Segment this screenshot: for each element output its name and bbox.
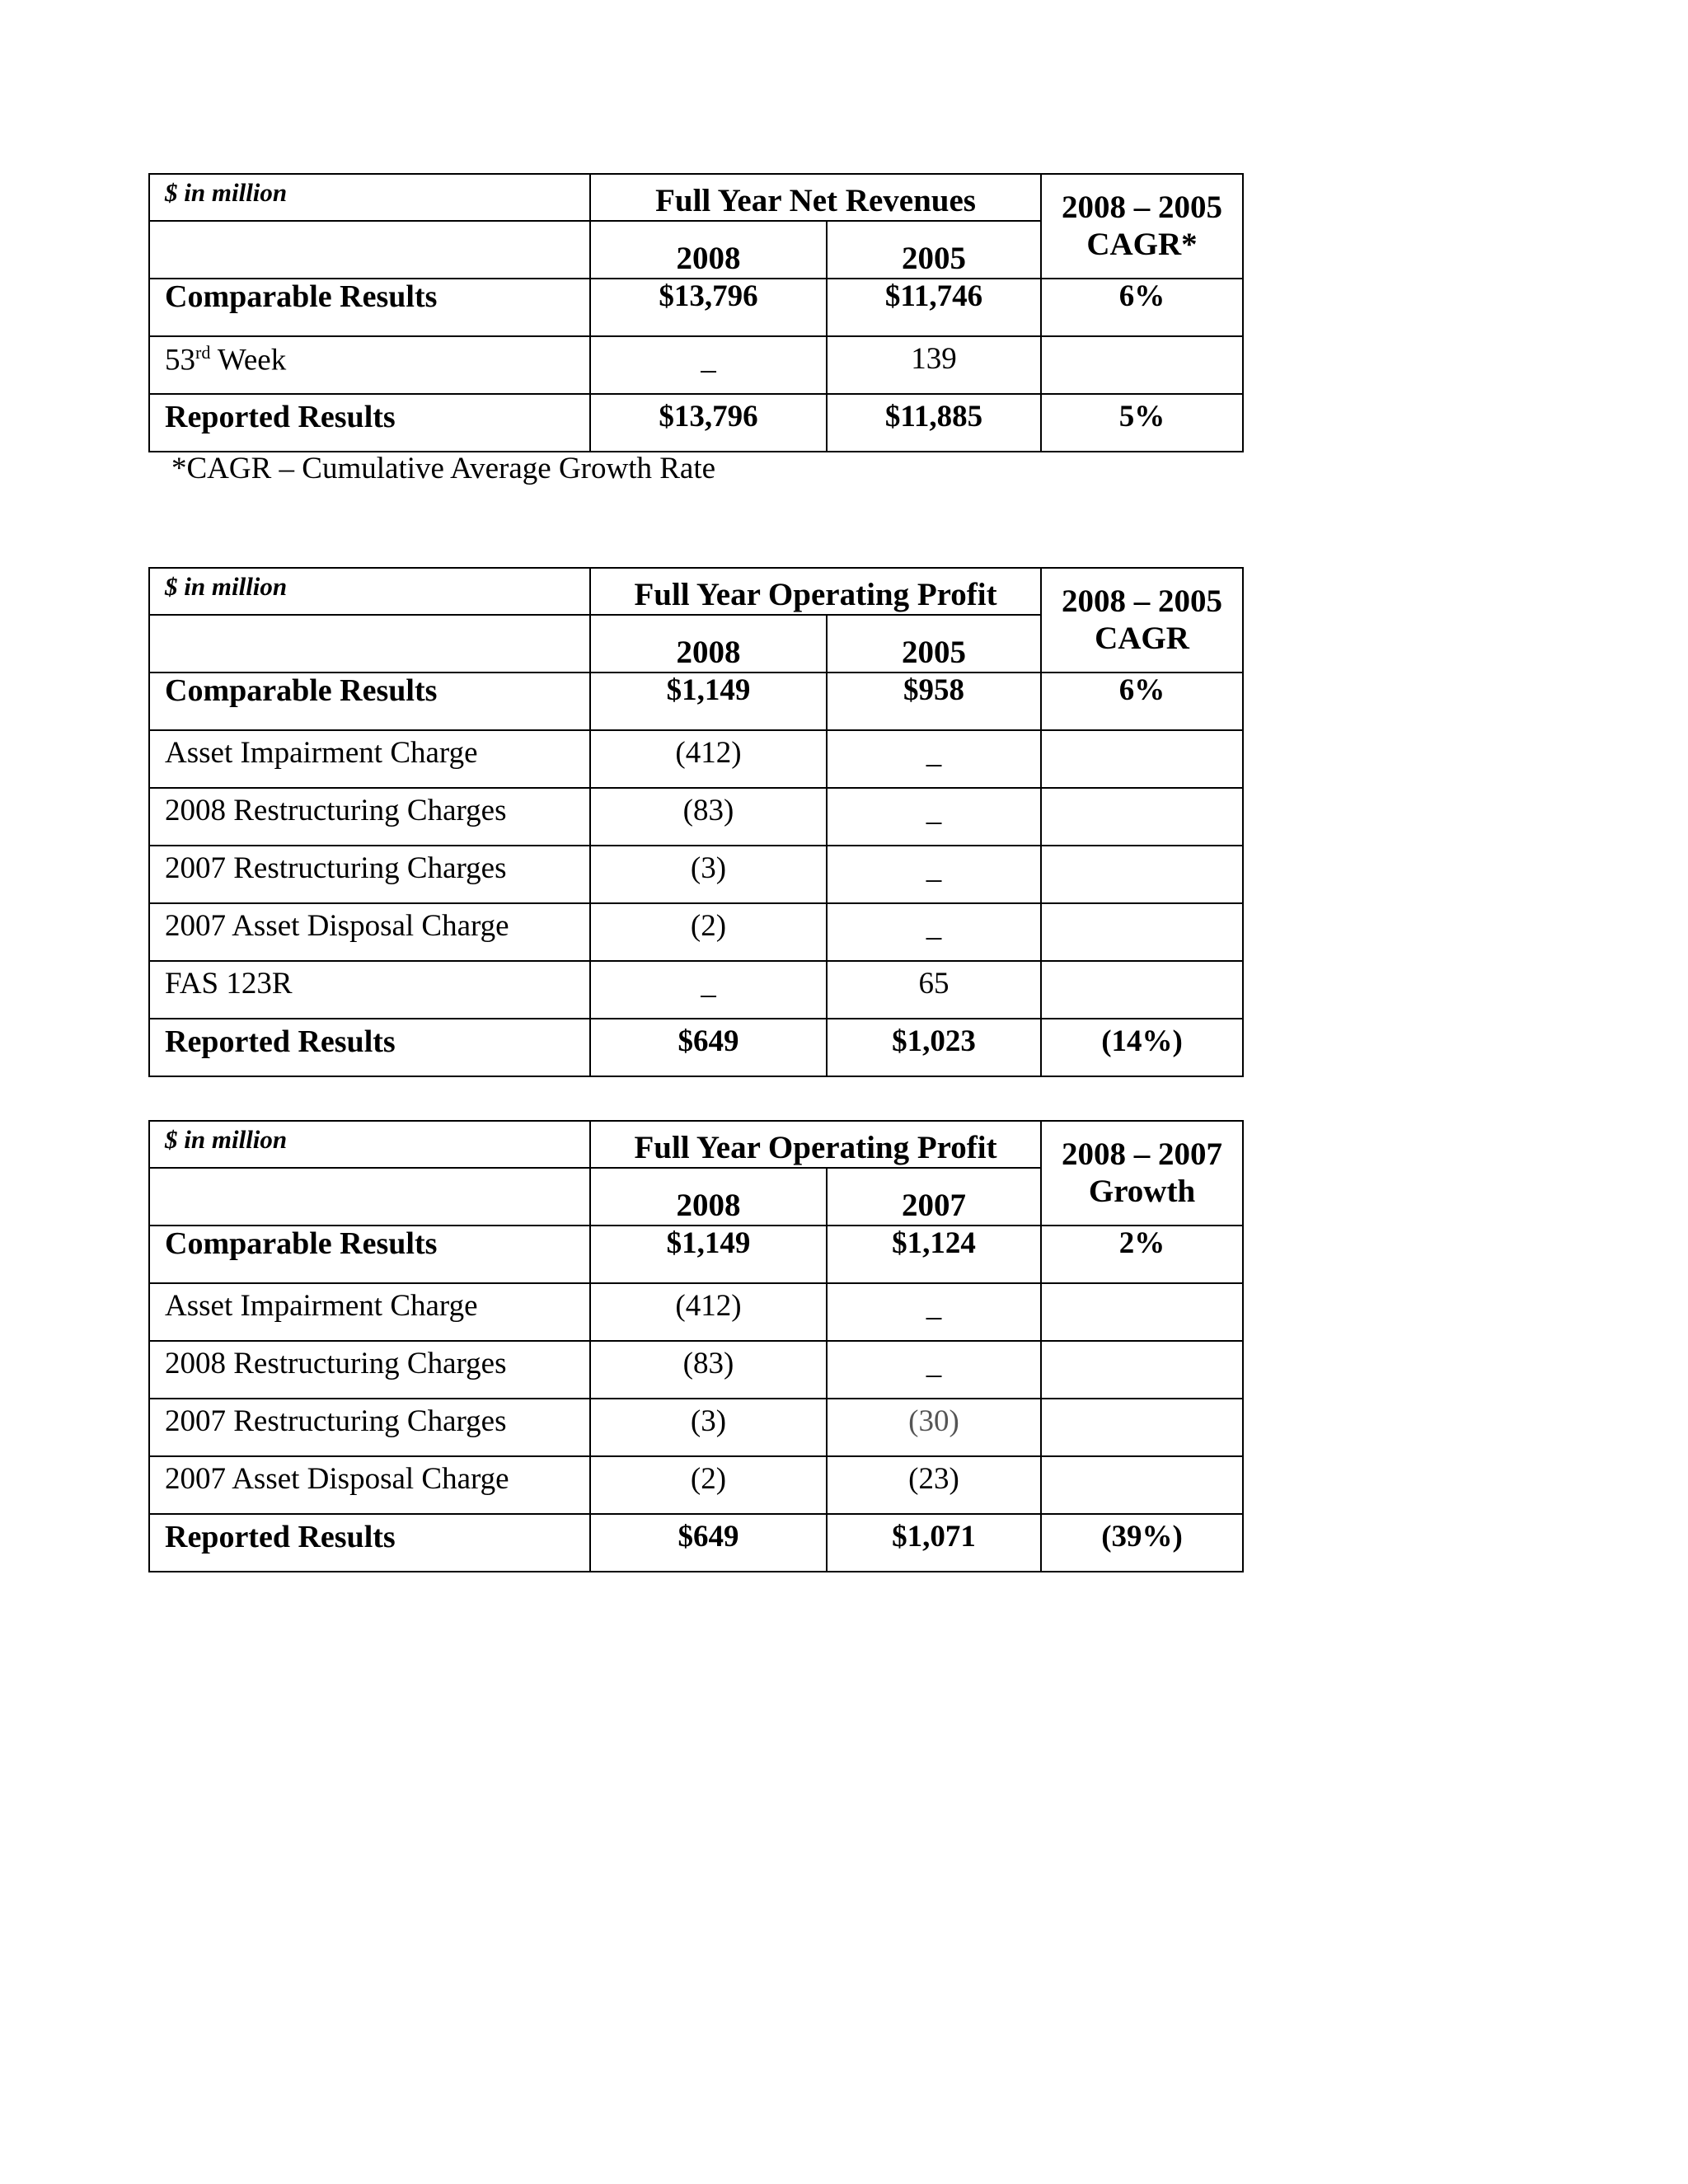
value-cell: $1,149 [590, 1226, 827, 1283]
row-label-rest: Week [210, 343, 287, 377]
row-label: Reported Results [149, 394, 590, 452]
operating-profit-2005-table [148, 567, 1244, 1077]
year-header-1: 2008 [590, 615, 827, 673]
value-cell: $1,124 [827, 1226, 1041, 1283]
table-row [149, 1456, 1243, 1514]
value-cell: (412) [590, 1283, 827, 1341]
row-label: 2007 Restructuring Charges [149, 1399, 590, 1456]
table-row [149, 1226, 1243, 1283]
table-row [149, 1514, 1243, 1572]
growth-header [1041, 174, 1243, 279]
value-cell: $13,796 [590, 279, 827, 336]
row-label: 2008 Restructuring Charges [149, 1341, 590, 1399]
row-label: 2008 Restructuring Charges [149, 788, 590, 846]
value-cell: $649 [590, 1019, 827, 1076]
growth-header [1041, 1121, 1243, 1226]
table-row [149, 1399, 1243, 1456]
growth-cell [1041, 961, 1243, 1019]
row-label: Comparable Results [149, 1226, 590, 1283]
group-header: Full Year Operating Profit [590, 568, 1041, 615]
table-row [149, 1283, 1243, 1341]
value-cell: _ [827, 730, 1041, 788]
growth-cell [1041, 788, 1243, 846]
growth-cell [1041, 846, 1243, 903]
value-cell: _ [590, 336, 827, 394]
value-cell: (2) [590, 903, 827, 961]
growth-cell: (14%) [1041, 1019, 1243, 1076]
growth-cell: 5% [1041, 394, 1243, 452]
value-cell: _ [590, 961, 827, 1019]
row-label-number: 53 [165, 343, 195, 377]
value-cell: $1,071 [827, 1514, 1041, 1572]
group-header: Full Year Net Revenues [590, 174, 1041, 221]
growth-cell: (39%) [1041, 1514, 1243, 1572]
value-cell: $1,149 [590, 673, 827, 730]
value-cell: $11,885 [827, 394, 1041, 452]
row-label-suffix: rd [195, 342, 211, 363]
value-cell: (23) [827, 1456, 1041, 1514]
value-cell: (30) [827, 1399, 1041, 1456]
row-label: Comparable Results [149, 673, 590, 730]
value-cell: (2) [590, 1456, 827, 1514]
growth-cell: 2% [1041, 1226, 1243, 1283]
growth-cell [1041, 336, 1243, 394]
value-cell: $11,746 [827, 279, 1041, 336]
row-label: 2007 Restructuring Charges [149, 846, 590, 903]
cagr-footnote: *CAGR – Cumulative Average Growth Rate [171, 452, 716, 485]
growth-cell [1041, 903, 1243, 961]
value-cell: _ [827, 788, 1041, 846]
row-label: Reported Results [149, 1019, 590, 1076]
row-label: Asset Impairment Charge [149, 730, 590, 788]
table-row [149, 1019, 1243, 1076]
value-cell: $649 [590, 1514, 827, 1572]
growth-header [1041, 568, 1243, 673]
growth-header-line2: Growth [1088, 1173, 1196, 1209]
value-cell: $958 [827, 673, 1041, 730]
unit-label: $ in million [149, 568, 590, 615]
table-row [149, 394, 1243, 452]
table-row [149, 788, 1243, 846]
value-cell: _ [827, 1283, 1041, 1341]
year-header-1: 2008 [590, 1168, 827, 1226]
unit-label: $ in million [149, 1121, 590, 1168]
table-row [149, 846, 1243, 903]
growth-cell [1041, 1456, 1243, 1514]
row-label: 2007 Asset Disposal Charge [149, 903, 590, 961]
row-label: FAS 123R [149, 961, 590, 1019]
table-row [149, 279, 1243, 336]
table-row [149, 903, 1243, 961]
value-cell: $13,796 [590, 394, 827, 452]
year-header-1: 2008 [590, 221, 827, 279]
blank-label-cell [149, 615, 590, 673]
operating-profit-2007-table [148, 1120, 1244, 1572]
value-cell: _ [827, 846, 1041, 903]
value-cell: (83) [590, 788, 827, 846]
row-label: 2007 Asset Disposal Charge [149, 1456, 590, 1514]
value-cell: (412) [590, 730, 827, 788]
growth-cell: 6% [1041, 279, 1243, 336]
group-header: Full Year Operating Profit [590, 1121, 1041, 1168]
growth-header-line2: CAGR* [1086, 226, 1198, 262]
value-cell: (3) [590, 1399, 827, 1456]
growth-cell [1041, 730, 1243, 788]
growth-cell [1041, 1283, 1243, 1341]
unit-label: $ in million [149, 174, 590, 221]
table-row [149, 1341, 1243, 1399]
value-cell: 65 [827, 961, 1041, 1019]
net-revenues-table [148, 173, 1244, 452]
row-label: Reported Results [149, 1514, 590, 1572]
growth-header-line2: CAGR [1095, 620, 1189, 656]
value-cell: _ [827, 1341, 1041, 1399]
blank-label-cell [149, 221, 590, 279]
row-label: Comparable Results [149, 279, 590, 336]
value-cell: (83) [590, 1341, 827, 1399]
growth-cell [1041, 1341, 1243, 1399]
year-header-2: 2007 [827, 1168, 1041, 1226]
row-label: Asset Impairment Charge [149, 1283, 590, 1341]
table-row [149, 336, 1243, 394]
year-header-2: 2005 [827, 221, 1041, 279]
value-cell: 139 [827, 336, 1041, 394]
value-cell: (3) [590, 846, 827, 903]
growth-cell: 6% [1041, 673, 1243, 730]
value-cell: _ [827, 903, 1041, 961]
growth-header-line1: 2008 – 2005 [1062, 189, 1223, 225]
growth-header-line1: 2008 – 2005 [1062, 583, 1223, 619]
blank-label-cell [149, 1168, 590, 1226]
table-row [149, 730, 1243, 788]
year-header-2: 2005 [827, 615, 1041, 673]
table-row [149, 961, 1243, 1019]
row-label [149, 336, 590, 394]
growth-cell [1041, 1399, 1243, 1456]
table-row [149, 673, 1243, 730]
value-cell: $1,023 [827, 1019, 1041, 1076]
growth-header-line1: 2008 – 2007 [1062, 1136, 1223, 1172]
